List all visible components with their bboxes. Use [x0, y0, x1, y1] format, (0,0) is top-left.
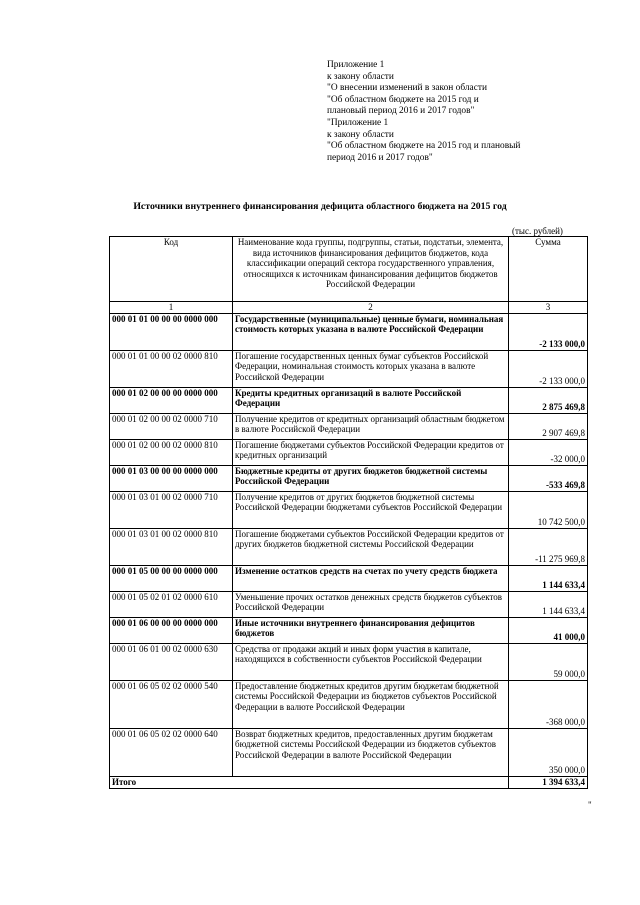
column-number: 2 — [233, 302, 509, 314]
row-name: Возврат бюджетных кредитов, предоставленных другим бюджетам бюджетной системы Российской Федерации из бюджетов субъектов Российской Федерации в валюте Российской Федерации — [233, 728, 509, 776]
row-name: Кредиты кредитных организаций в валюте Российской Федерации — [233, 387, 509, 413]
row-name: Государственные (муниципальные) ценные бумаги, номинальная стоимость которых указана в валюте Российской Федерации — [233, 313, 509, 350]
column-number: 3 — [509, 302, 588, 314]
header-line: "О внесении изменений в закон области — [327, 83, 487, 94]
row-amount: -32 000,0 — [509, 439, 588, 465]
table-row — [110, 643, 588, 680]
row-code: 000 01 06 01 00 02 0000 630 — [110, 643, 233, 680]
table-row — [110, 591, 588, 617]
table-row — [110, 528, 588, 565]
table-row — [110, 491, 588, 528]
row-code: 000 01 03 00 00 00 0000 000 — [110, 465, 233, 491]
header-line: к закону области — [327, 71, 394, 82]
units-label: (тыс. рублей) — [512, 226, 563, 236]
row-name: Погашение государственных ценных бумаг субъектов Российской Федерации, номинальная стоимость которых указана в валюте Российской Федерации — [233, 350, 509, 387]
header-name: Наименование кода группы, подгруппы, статьи, подстатьи, элемента, вида источников финансирования дефицитов бюджетов, кода классификации операций сектора государственного управления, относящихся к источникам финансирования дефицитов бюджетов Российской Федерации — [233, 237, 509, 302]
header-line: "Об областном бюджете на 2015 год и — [327, 94, 479, 105]
table-row — [110, 465, 588, 491]
row-code: 000 01 05 00 00 00 0000 000 — [110, 565, 233, 591]
table-row — [110, 413, 588, 439]
financing-sources-table — [109, 236, 588, 789]
header-line: Приложение 1 — [327, 60, 385, 70]
closing-quote: " — [588, 800, 592, 810]
row-code: 000 01 06 05 02 02 0000 540 — [110, 680, 233, 728]
row-name: Получение кредитов от других бюджетов бюджетной системы Российской Федерации бюджетами субъектов Российской Федерации — [233, 491, 509, 528]
row-name: Средства от продажи акций и иных форм участия в капитале, находящихся в собственности субъектов Российской Федерации — [233, 643, 509, 680]
total-amount: 1 394 633,4 — [509, 776, 588, 788]
table-row — [110, 439, 588, 465]
table-row — [110, 565, 588, 591]
row-name: Получение кредитов от кредитных организаций областным бюджетом в валюте Российской Федерации — [233, 413, 509, 439]
column-number-row — [110, 302, 588, 314]
header-line: "Об областном бюджете на 2015 год и плановый — [327, 141, 521, 152]
column-number: 1 — [110, 302, 233, 314]
row-code: 000 01 05 02 01 02 0000 610 — [110, 591, 233, 617]
row-name: Предоставление бюджетных кредитов другим бюджетам бюджетной системы Российской Федерации из бюджетов субъектов Российской Федерации в валюте Российской Федерации — [233, 680, 509, 728]
row-name: Изменение остатков средств на счетах по учету средств бюджета — [233, 565, 509, 591]
row-amount: 41 000,0 — [509, 617, 588, 643]
table-row — [110, 313, 588, 350]
row-name: Иные источники внутреннего финансирования дефицитов бюджетов — [233, 617, 509, 643]
table-row — [110, 617, 588, 643]
row-code: 000 01 03 01 00 02 0000 810 — [110, 528, 233, 565]
row-code: 000 01 06 05 02 02 0000 640 — [110, 728, 233, 776]
row-amount: 2 907 469,8 — [509, 413, 588, 439]
row-code: 000 01 03 01 00 02 0000 710 — [110, 491, 233, 528]
header-code: Код — [110, 237, 233, 302]
row-code: 000 01 01 00 00 00 0000 000 — [110, 313, 233, 350]
header-line: период 2016 и 2017 годов" — [327, 152, 433, 163]
table-row — [110, 387, 588, 413]
row-code: 000 01 02 00 00 02 0000 810 — [110, 439, 233, 465]
table-header-row — [110, 237, 588, 302]
row-code: 000 01 06 00 00 00 0000 000 — [110, 617, 233, 643]
table-row — [110, 350, 588, 387]
row-name: Уменьшение прочих остатков денежных средств бюджетов субъектов Российской Федерации — [233, 591, 509, 617]
total-label: Итого — [110, 776, 509, 788]
row-amount: 1 144 633,4 — [509, 565, 588, 591]
table-row — [110, 728, 588, 776]
document-title: Источники внутреннего финансирования дефицита областного бюджета на 2015 год — [133, 201, 507, 212]
header-line: плановый период 2016 и 2017 годов" — [327, 106, 475, 117]
row-amount: -533 469,8 — [509, 465, 588, 491]
row-name: Бюджетные кредиты от других бюджетов бюджетной системы Российской Федерации — [233, 465, 509, 491]
header-line: к закону области — [327, 129, 394, 140]
row-amount: 59 000,0 — [509, 643, 588, 680]
row-code: 000 01 02 00 00 02 0000 710 — [110, 413, 233, 439]
row-amount: 350 000,0 — [509, 728, 588, 776]
header-amount: Сумма — [509, 237, 588, 302]
row-amount: -2 133 000,0 — [509, 350, 588, 387]
row-amount: 1 144 633,4 — [509, 591, 588, 617]
row-amount: -11 275 969,8 — [509, 528, 588, 565]
table-row — [110, 680, 588, 728]
row-amount: 2 875 469,8 — [509, 387, 588, 413]
row-name: Погашение бюджетами субъектов Российской Федерации кредитов от других бюджетов бюджетной системы Российской Федерации — [233, 528, 509, 565]
row-amount: -2 133 000,0 — [509, 313, 588, 350]
row-code: 000 01 01 00 00 02 0000 810 — [110, 350, 233, 387]
row-amount: -368 000,0 — [509, 680, 588, 728]
row-amount: 10 742 500,0 — [509, 491, 588, 528]
appendix-header — [327, 60, 597, 164]
header-line: "Приложение 1 — [327, 117, 389, 128]
total-row — [110, 776, 588, 788]
row-name: Погашение бюджетами субъектов Российской Федерации кредитов от кредитных организаций — [233, 439, 509, 465]
row-code: 000 01 02 00 00 00 0000 000 — [110, 387, 233, 413]
